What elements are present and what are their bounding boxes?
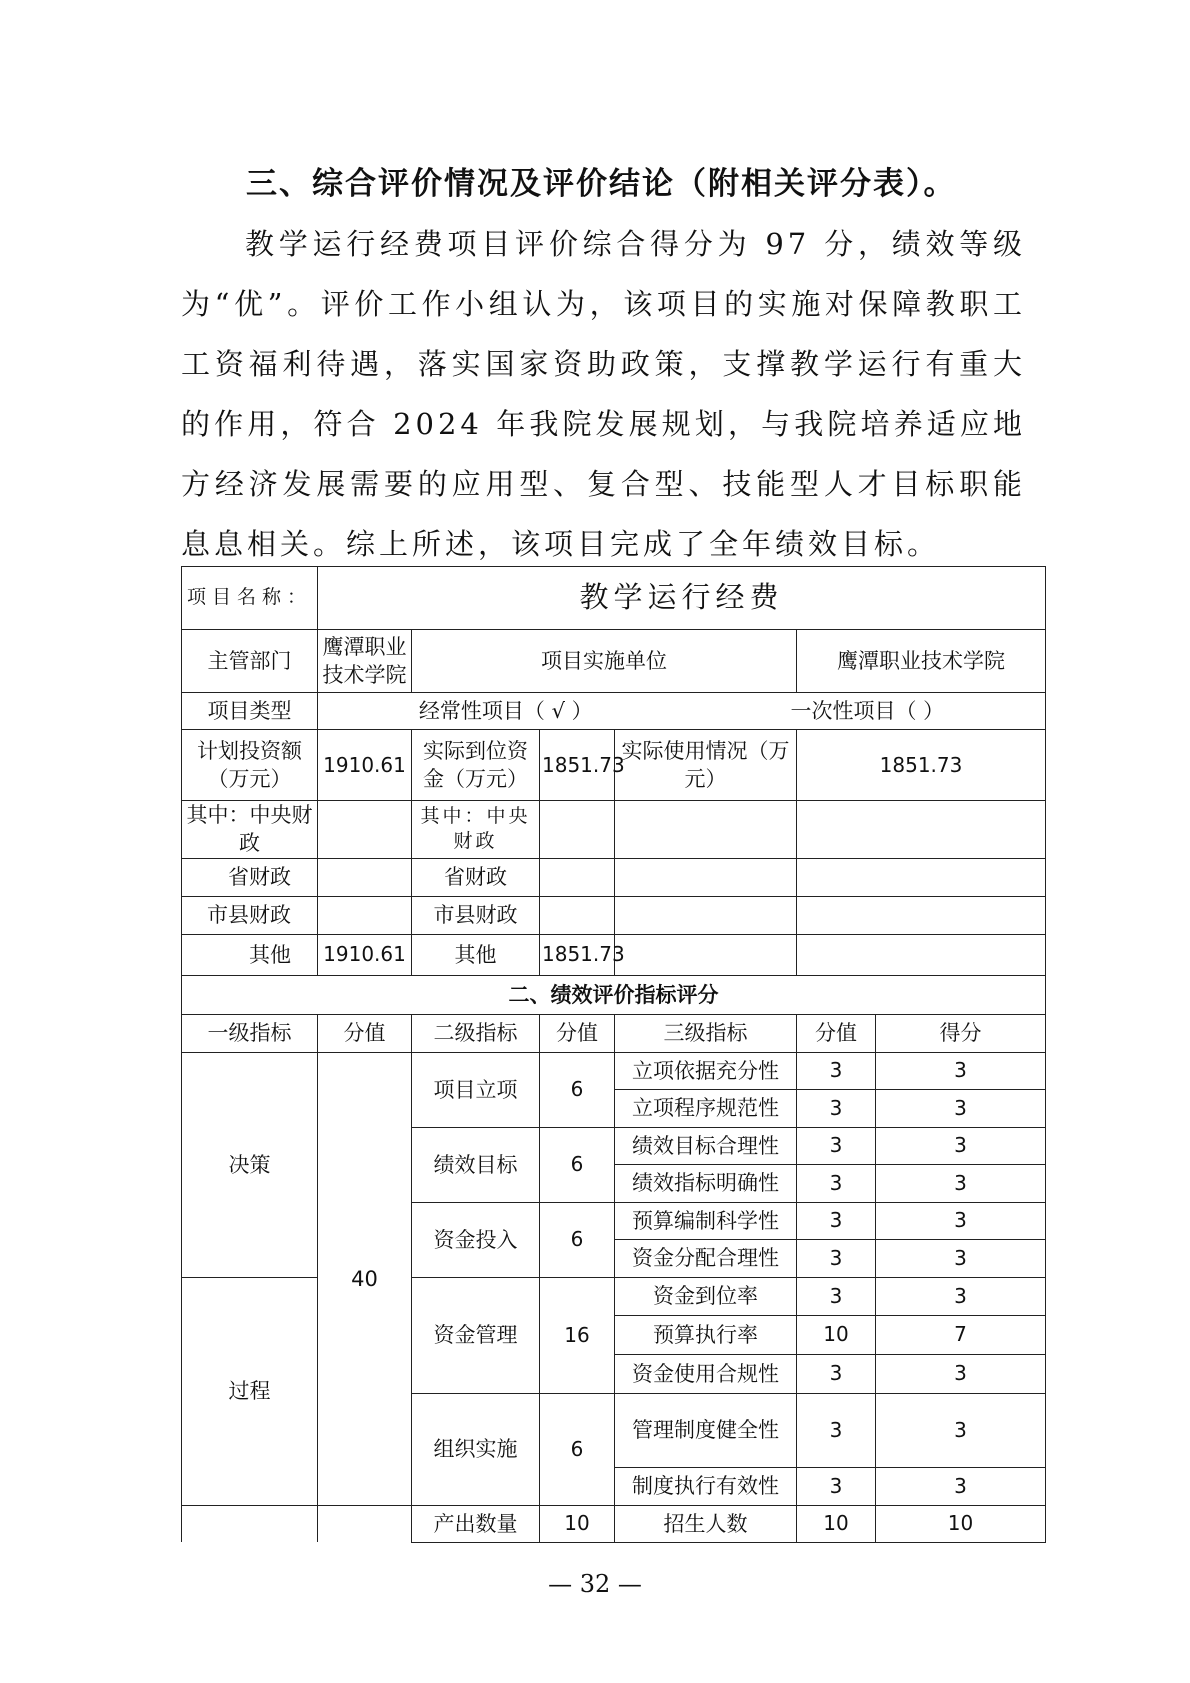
- level3-got: 7: [876, 1315, 1046, 1354]
- paragraph-line: 资福利待遇，落实国家资助政策，支撑教学运行有重大的作: [181, 347, 1026, 441]
- level2-score: 6: [540, 1052, 615, 1127]
- table-row: [182, 1277, 1046, 1315]
- level3-score: 3: [797, 1354, 876, 1393]
- planned-label: 计划投资额（万元）: [182, 730, 318, 801]
- level3-cell: 资金到位率: [615, 1277, 797, 1315]
- actual-label: 实际到位资金（万元）: [412, 730, 540, 801]
- table-row: [182, 730, 1046, 801]
- table-header-row: [182, 1014, 1046, 1052]
- city-label-2: 市县财政: [412, 896, 540, 934]
- impl-unit-label: 项目实施单位: [412, 630, 797, 693]
- level2-score: 16: [540, 1277, 615, 1393]
- level3-got: 3: [876, 1239, 1046, 1277]
- level3-cell: 绩效目标合理性: [615, 1127, 797, 1164]
- table-row: [182, 1052, 1046, 1089]
- table-row: [182, 934, 1046, 975]
- central-label: 其中：中央财政: [182, 801, 318, 859]
- header-score2: 分值: [540, 1014, 615, 1052]
- level3-got: 3: [876, 1127, 1046, 1164]
- level3-score: 3: [797, 1393, 876, 1467]
- level2-cell: 资金投入: [412, 1202, 540, 1277]
- level2-cell: 资金管理: [412, 1277, 540, 1393]
- level3-cell: 立项程序规范性: [615, 1089, 797, 1127]
- central-label-2: 其中：中央财政: [412, 801, 540, 859]
- level1-score: 40: [318, 1052, 412, 1505]
- paragraph-line: 教学运行经费项目评价综合得分为 97 分，绩效等级为: [181, 227, 1026, 321]
- table-row: [182, 896, 1046, 934]
- level3-cell: 预算执行率: [615, 1315, 797, 1354]
- level2-score: 10: [540, 1505, 615, 1542]
- conclusion-paragraph: [181, 214, 1026, 574]
- paragraph-line: 用，符合 2024 年我院发展规划，与我院培养适应地方经济: [181, 407, 1026, 501]
- level1-decision: 决策: [182, 1052, 318, 1277]
- table-row: [182, 693, 1046, 730]
- paragraph-line: 发展需要的应用型、复合型、技能型人才目标职能息息相关。: [181, 467, 1026, 561]
- level3-score: 3: [797, 1089, 876, 1127]
- header-level1: 一级指标: [182, 1014, 318, 1052]
- level3-score: 10: [797, 1315, 876, 1354]
- level3-score: 10: [797, 1505, 876, 1542]
- header-score1: 分值: [318, 1014, 412, 1052]
- level2-cell: 组织实施: [412, 1393, 540, 1505]
- level3-got: 3: [876, 1052, 1046, 1089]
- header-level3: 三级指标: [615, 1014, 797, 1052]
- level3-got: 3: [876, 1164, 1046, 1202]
- level3-score: 3: [797, 1467, 876, 1505]
- project-name-value: 教学运行经费: [318, 567, 1046, 630]
- level3-got: 3: [876, 1354, 1046, 1393]
- section-heading: 三、综合评价情况及评价结论（附相关评分表）。: [246, 166, 957, 202]
- header-level2: 二级指标: [412, 1014, 540, 1052]
- level3-cell: 管理制度健全性: [615, 1393, 797, 1467]
- header-score3: 分值: [797, 1014, 876, 1052]
- table-row: [182, 801, 1046, 859]
- province-label: 省财政: [182, 858, 318, 896]
- used-value: 1851.73: [797, 730, 1046, 801]
- level3-got: 3: [876, 1089, 1046, 1127]
- page-number: — 32 —: [548, 1570, 642, 1598]
- level3-score: 3: [797, 1052, 876, 1089]
- level3-score: 3: [797, 1277, 876, 1315]
- province-label-2: 省财政: [412, 858, 540, 896]
- city-label: 市县财政: [182, 896, 318, 934]
- level3-got: 10: [876, 1505, 1046, 1542]
- level3-score: 3: [797, 1202, 876, 1239]
- header-got: 得分: [876, 1014, 1046, 1052]
- table-row: [182, 1505, 1046, 1542]
- level3-cell: 招生人数: [615, 1505, 797, 1542]
- dept-value: 鹰潭职业技术学院: [318, 630, 412, 693]
- level3-cell: 预算编制科学性: [615, 1202, 797, 1239]
- level2-cell: 绩效目标: [412, 1127, 540, 1202]
- other-label: 其他: [182, 934, 318, 975]
- paragraph-line: “优”。评价工作小组认为，该项目的实施对保障教职工工: [181, 287, 1026, 381]
- level2-cell: 产出数量: [412, 1505, 540, 1542]
- type-onetime: 一次性项目（ ）: [790, 698, 945, 723]
- level3-cell: 立项依据充分性: [615, 1052, 797, 1089]
- level3-score: 3: [797, 1127, 876, 1164]
- paragraph-line: 综上所述，该项目完成了全年绩效目标。: [346, 527, 941, 561]
- section-title: 二、绩效评价指标评分: [182, 975, 1046, 1014]
- level2-cell: 项目立项: [412, 1052, 540, 1127]
- type-regular: 经常性项目（ √ ）: [418, 698, 593, 723]
- table-row: [182, 858, 1046, 896]
- project-name-label: 项目名称：: [182, 567, 318, 630]
- table-row: [182, 975, 1046, 1014]
- other-actual: 1851.73: [540, 934, 615, 975]
- planned-value: 1910.61: [318, 730, 412, 801]
- level2-score: 6: [540, 1202, 615, 1277]
- level3-score: 3: [797, 1164, 876, 1202]
- level3-got: 3: [876, 1277, 1046, 1315]
- level3-cell: 资金使用合规性: [615, 1354, 797, 1393]
- level3-got: 3: [876, 1202, 1046, 1239]
- level3-cell: 资金分配合理性: [615, 1239, 797, 1277]
- level2-score: 6: [540, 1127, 615, 1202]
- level3-got: 3: [876, 1393, 1046, 1467]
- level3-cell: 绩效指标明确性: [615, 1164, 797, 1202]
- other-label-2: 其他: [412, 934, 540, 975]
- impl-unit-value: 鹰潭职业技术学院: [797, 630, 1046, 693]
- type-label: 项目类型: [182, 693, 318, 730]
- level2-score: 6: [540, 1393, 615, 1505]
- level3-got: 3: [876, 1467, 1046, 1505]
- evaluation-table: [181, 566, 1046, 1543]
- level1-process: 过程: [182, 1277, 318, 1505]
- level3-cell: 制度执行有效性: [615, 1467, 797, 1505]
- level3-score: 3: [797, 1239, 876, 1277]
- actual-value: 1851.73: [540, 730, 615, 801]
- other-planned: 1910.61: [318, 934, 412, 975]
- table-row: [182, 567, 1046, 630]
- used-label: 实际使用情况（万元）: [615, 730, 797, 801]
- dept-label: 主管部门: [182, 630, 318, 693]
- table-row: [182, 630, 1046, 693]
